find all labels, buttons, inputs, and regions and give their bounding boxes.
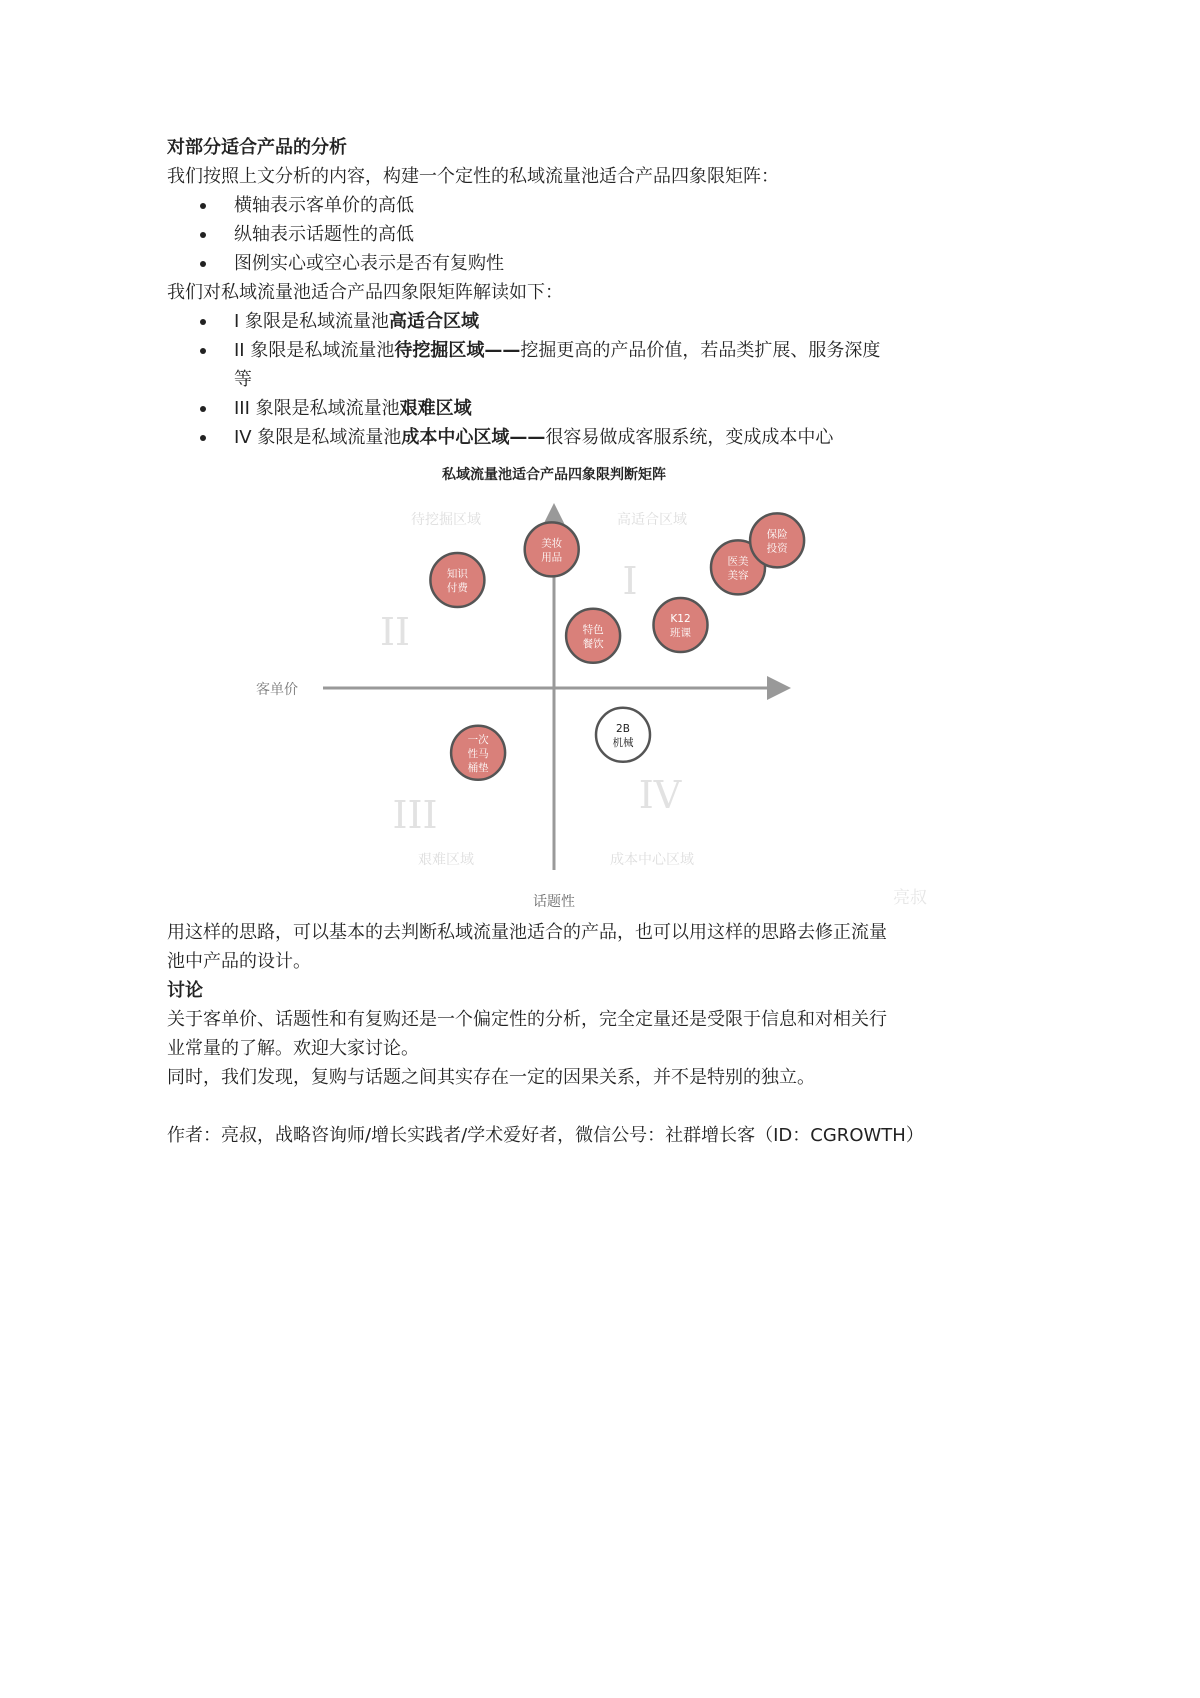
quadrant-numeral-iv: IV (638, 773, 682, 817)
list-item-bold: 艰难区域 (399, 398, 472, 419)
data-point-label: 机械 (612, 736, 634, 749)
list-item-text: 挖掘更高的产品价值，若品类扩展、服务深度 (520, 340, 881, 361)
data-point-label: 美妆 (541, 537, 563, 550)
intro-text: 我们按照上文分析的内容，构建一个定性的私域流量池适合产品四象限矩阵： (167, 166, 779, 187)
x-axis-label: 客单价 (256, 682, 298, 698)
list-item-text: IV 象限是私域流量池 (234, 427, 402, 448)
data-points (430, 513, 804, 779)
list-item-text: 等 (234, 369, 252, 390)
data-point-label: 餐饮 (582, 637, 604, 650)
list-item-text: II 象限是私域流量池 (234, 340, 395, 361)
data-point-label: 医美 (727, 555, 749, 568)
data-point-label: 投资 (766, 542, 788, 555)
data-point (750, 513, 804, 567)
quadrant-label-ii: 待挖掘区域 (411, 512, 481, 528)
list-item-text: 纵轴表示话题性的高低 (234, 224, 414, 245)
list-item-text: 图例实心或空心表示是否有复购性 (234, 253, 504, 274)
data-point-label: K12 (670, 613, 691, 625)
quadrant-numeral-ii: II (379, 610, 411, 654)
data-point (525, 522, 579, 576)
quadrant-numeral-i: I (622, 559, 638, 603)
data-point-label: 美容 (727, 569, 749, 582)
quadrant-label-i: 高适合区域 (617, 512, 687, 528)
data-point (566, 609, 620, 663)
list-item-text: III 象限是私域流量池 (234, 398, 400, 419)
chart-title: 私域流量池适合产品四象限判断矩阵 (442, 467, 666, 483)
discussion-title: 讨论 (167, 980, 203, 1001)
data-point (596, 708, 650, 762)
data-point-label: 一次 (467, 733, 489, 746)
list-item-text: 很容易做成客服系统，变成成本中心 (545, 427, 834, 448)
data-point-label: 2B (616, 722, 630, 735)
discussion-line: 关于客单价、话题性和有复购还是一个偏定性的分析，完全定量还是受限于信息和对相关行 (167, 1009, 887, 1030)
section-title: 对部分适合产品的分析 (167, 137, 347, 158)
data-point-label: 性马 (467, 747, 489, 760)
quadrant-label-iv: 成本中心区域 (610, 852, 694, 868)
y-axis-label: 话题性 (533, 894, 575, 910)
conclusion-line: 用这样的思路，可以基本的去判断私域流量池适合的产品，也可以用这样的思路去修正流量 (167, 922, 887, 943)
list-item-text: I 象限是私域流量池 (234, 311, 390, 332)
data-point-label: 特色 (582, 623, 604, 636)
quadrant-numeral-iii: III (392, 793, 438, 837)
discussion-line: 业常量的了解。欢迎大家讨论。 (167, 1038, 419, 1059)
list-item-text: 横轴表示客单价的高低 (234, 195, 414, 216)
data-point-label: 桶垫 (467, 761, 489, 774)
data-point (654, 598, 708, 652)
list-item-bold: 待挖掘区域—— (394, 340, 521, 361)
data-point-label: 班课 (670, 627, 691, 639)
interpret-intro: 我们对私域流量池适合产品四象限矩阵解读如下： (167, 282, 563, 303)
filled-point-marker (430, 553, 484, 607)
watermark: 亮叔 (893, 888, 927, 908)
discussion-line: 同时，我们发现，复购与话题之间其实存在一定的因果关系，并不是特别的独立。 (167, 1067, 815, 1088)
quadrant-label-iii: 艰难区域 (418, 852, 474, 868)
author-line: 作者：亮叔，战略咨询师/增长实践者/学术爱好者，微信公号：社群增长客（ID：CGROWTH） (167, 1125, 924, 1146)
list-item-bold: 高适合区域 (389, 311, 480, 332)
data-point-label: 保险 (766, 528, 788, 541)
data-point (451, 726, 505, 780)
data-point-label: 用品 (541, 551, 563, 564)
filled-point-marker (654, 598, 708, 652)
data-point-label: 知识 (446, 568, 468, 580)
data-point-label: 付费 (446, 582, 468, 594)
data-point (430, 553, 484, 607)
conclusion-line: 池中产品的设计。 (167, 951, 311, 972)
list-item-bold: 成本中心区域—— (401, 427, 546, 448)
